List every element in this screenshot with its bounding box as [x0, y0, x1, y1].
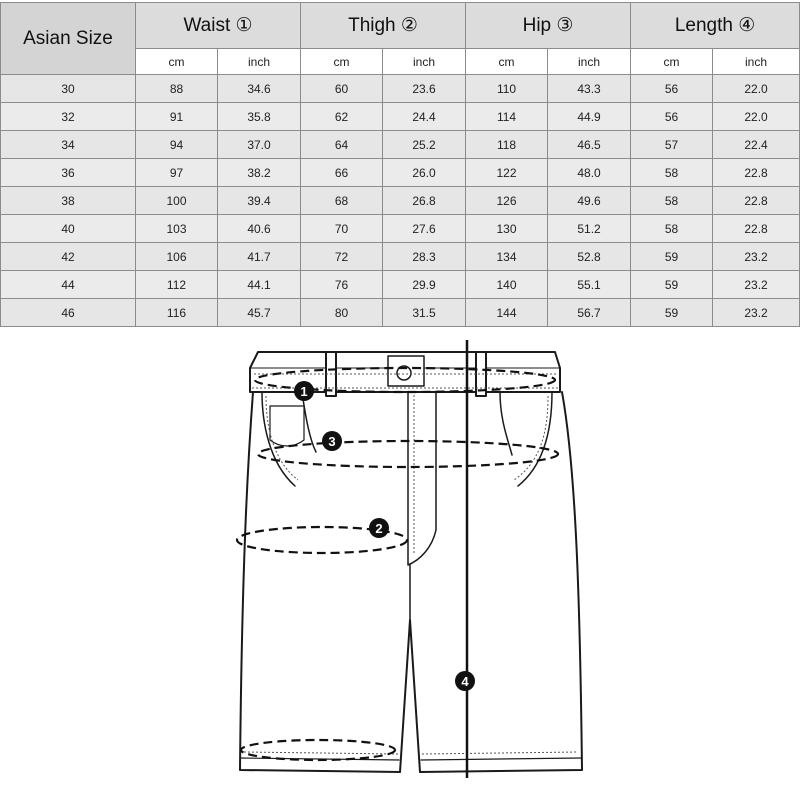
size-cell: 30 — [1, 75, 136, 103]
table-row — [1, 243, 800, 271]
unit-header: cm — [136, 49, 218, 75]
waist-cm-cell: 106 — [136, 243, 218, 271]
length-inch-cell: 22.8 — [713, 215, 800, 243]
size-cell: 36 — [1, 159, 136, 187]
thigh-inch-cell: 23.6 — [383, 75, 466, 103]
waist-cm-cell: 94 — [136, 131, 218, 159]
length-inch-cell: 22.0 — [713, 75, 800, 103]
size-chart-table — [0, 2, 800, 327]
size-cell: 34 — [1, 131, 136, 159]
hip-cm-cell: 140 — [466, 271, 548, 299]
hip-inch-cell: 51.2 — [548, 215, 631, 243]
table-row — [1, 75, 800, 103]
unit-header: cm — [631, 49, 713, 75]
waist-cm-cell: 112 — [136, 271, 218, 299]
size-table-body — [1, 75, 800, 327]
marker-waist — [294, 381, 314, 401]
length-inch-cell: 22.4 — [713, 131, 800, 159]
waist-inch-cell: 41.7 — [218, 243, 301, 271]
unit-header: inch — [713, 49, 800, 75]
waist-inch-cell: 44.1 — [218, 271, 301, 299]
unit-header: inch — [383, 49, 466, 75]
waist-inch-cell: 39.4 — [218, 187, 301, 215]
waist-inch-cell: 35.8 — [218, 103, 301, 131]
hip-cm-cell: 122 — [466, 159, 548, 187]
length-inch-cell: 22.0 — [713, 103, 800, 131]
length-cm-cell: 59 — [631, 299, 713, 327]
asian-size-header: Asian Size — [1, 3, 136, 75]
size-cell: 38 — [1, 187, 136, 215]
waist-inch-cell: 37.0 — [218, 131, 301, 159]
waist-cm-cell: 116 — [136, 299, 218, 327]
marker-thigh — [369, 518, 389, 538]
shorts-outline — [240, 392, 582, 772]
thigh-inch-cell: 29.9 — [383, 271, 466, 299]
hip-header: Hip ③ — [466, 3, 631, 49]
size-cell: 46 — [1, 299, 136, 327]
length-cm-cell: 59 — [631, 271, 713, 299]
hip-cm-cell: 134 — [466, 243, 548, 271]
marker-length-label: 4 — [461, 674, 469, 689]
size-cell: 44 — [1, 271, 136, 299]
length-inch-cell: 22.8 — [713, 187, 800, 215]
marker-hip-label: 3 — [328, 434, 336, 449]
waist-cm-cell: 91 — [136, 103, 218, 131]
hip-cm-cell: 118 — [466, 131, 548, 159]
length-cm-cell: 58 — [631, 215, 713, 243]
unit-header: inch — [548, 49, 631, 75]
thigh-inch-cell: 27.6 — [383, 215, 466, 243]
hip-cm-cell: 114 — [466, 103, 548, 131]
waist-inch-cell: 45.7 — [218, 299, 301, 327]
length-cm-cell: 56 — [631, 103, 713, 131]
hip-inch-cell: 49.6 — [548, 187, 631, 215]
marker-hip — [322, 431, 342, 451]
hip-cm-cell: 130 — [466, 215, 548, 243]
marker-thigh-label: 2 — [375, 521, 383, 536]
thigh-cm-cell: 72 — [301, 243, 383, 271]
thigh-cm-cell: 76 — [301, 271, 383, 299]
length-inch-cell: 22.8 — [713, 159, 800, 187]
hip-inch-cell: 55.1 — [548, 271, 631, 299]
length-cm-cell: 57 — [631, 131, 713, 159]
table-row — [1, 187, 800, 215]
thigh-cm-cell: 80 — [301, 299, 383, 327]
hip-cm-cell: 126 — [466, 187, 548, 215]
hip-inch-cell: 52.8 — [548, 243, 631, 271]
waist-cm-cell: 100 — [136, 187, 218, 215]
thigh-inch-cell: 31.5 — [383, 299, 466, 327]
unit-header: inch — [218, 49, 301, 75]
length-inch-cell: 23.2 — [713, 271, 800, 299]
length-cm-cell: 59 — [631, 243, 713, 271]
thigh-cm-cell: 60 — [301, 75, 383, 103]
length-inch-cell: 23.2 — [713, 299, 800, 327]
table-row — [1, 159, 800, 187]
size-cell: 42 — [1, 243, 136, 271]
waist-cm-cell: 103 — [136, 215, 218, 243]
marker-length — [455, 671, 475, 691]
hip-inch-cell: 44.9 — [548, 103, 631, 131]
waist-inch-cell: 40.6 — [218, 215, 301, 243]
thigh-inch-cell: 24.4 — [383, 103, 466, 131]
hip-cm-cell: 110 — [466, 75, 548, 103]
waist-cm-cell: 97 — [136, 159, 218, 187]
thigh-cm-cell: 70 — [301, 215, 383, 243]
thigh-inch-cell: 28.3 — [383, 243, 466, 271]
waist-inch-cell: 38.2 — [218, 159, 301, 187]
length-cm-cell: 56 — [631, 75, 713, 103]
hip-cm-cell: 144 — [466, 299, 548, 327]
right-pocket — [500, 392, 552, 486]
table-row — [1, 299, 800, 327]
thigh-cm-cell: 62 — [301, 103, 383, 131]
thigh-cm-cell: 64 — [301, 131, 383, 159]
hip-inch-cell: 46.5 — [548, 131, 631, 159]
coin-pocket — [270, 406, 304, 446]
thigh-cm-cell: 66 — [301, 159, 383, 187]
unit-header: cm — [301, 49, 383, 75]
shorts-measurement-diagram — [225, 340, 595, 785]
table-row — [1, 131, 800, 159]
length-cm-cell: 58 — [631, 159, 713, 187]
thigh-inch-cell: 25.2 — [383, 131, 466, 159]
waist-inch-cell: 34.6 — [218, 75, 301, 103]
hip-inch-cell: 48.0 — [548, 159, 631, 187]
thigh-cm-cell: 68 — [301, 187, 383, 215]
waist-header: Waist ① — [136, 3, 301, 49]
table-row — [1, 271, 800, 299]
marker-waist-label: 1 — [300, 384, 308, 399]
waist-cm-cell: 88 — [136, 75, 218, 103]
length-hem-measure-line — [241, 740, 395, 760]
fly — [408, 392, 436, 565]
unit-header: cm — [466, 49, 548, 75]
size-cell: 32 — [1, 103, 136, 131]
thigh-inch-cell: 26.8 — [383, 187, 466, 215]
length-inch-cell: 23.2 — [713, 243, 800, 271]
table-row — [1, 103, 800, 131]
length-header: Length ④ — [631, 3, 800, 49]
table-row — [1, 215, 800, 243]
thigh-inch-cell: 26.0 — [383, 159, 466, 187]
length-cm-cell: 58 — [631, 187, 713, 215]
hip-inch-cell: 43.3 — [548, 75, 631, 103]
size-cell: 40 — [1, 215, 136, 243]
hip-inch-cell: 56.7 — [548, 299, 631, 327]
thigh-header: Thigh ② — [301, 3, 466, 49]
